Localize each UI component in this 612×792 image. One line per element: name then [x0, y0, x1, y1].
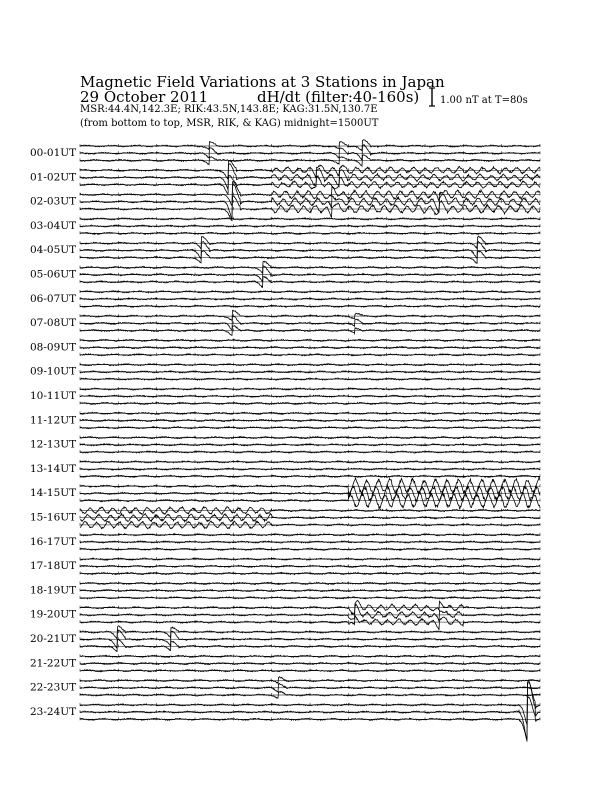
trace-MSR [80, 310, 540, 321]
row-label: 09-10UT [30, 365, 77, 378]
row-label: 04-05UT [30, 244, 77, 257]
trace-KAG [80, 616, 540, 630]
station-order-note: (from bottom to top, MSR, RIK, & KAG) midnight=1500UT [80, 118, 379, 129]
row-09-10UT [30, 363, 540, 380]
row-05-06UT [30, 261, 540, 287]
row-18-19UT [30, 581, 540, 598]
row-label: 08-09UT [30, 341, 77, 354]
row-07-08UT [30, 310, 540, 335]
row-label: 22-23UT [30, 681, 77, 694]
trace-RIK [80, 316, 540, 330]
row-16-17UT [30, 533, 540, 550]
row-label: 23-24UT [30, 705, 77, 718]
row-20-21UT [30, 626, 540, 652]
row-label: 19-20UT [30, 608, 77, 621]
chart-quantity: dH/dt (filter:40-160s) [257, 88, 420, 106]
chart-date: 29 October 2011 [80, 88, 209, 106]
trace-KAG [80, 691, 540, 698]
row-label: 11-12UT [30, 414, 77, 427]
scale-bar-label: 1.00 nT at T=80s [440, 95, 528, 106]
row-21-22UT [30, 654, 540, 671]
chart-title: Magnetic Field Variations at 3 Stations in Japan [80, 73, 445, 91]
row-label: 02-03UT [30, 195, 77, 208]
row-03-04UT [30, 217, 540, 234]
row-label: 17-18UT [30, 560, 77, 573]
row-label: 03-04UT [30, 219, 77, 232]
row-11-12UT [30, 411, 540, 428]
row-label: 01-02UT [30, 171, 77, 184]
trace-KAG [80, 277, 540, 288]
row-12-13UT [30, 436, 540, 453]
row-label: 07-08UT [30, 317, 77, 330]
row-10-11UT [30, 387, 540, 404]
row-label: 06-07UT [30, 292, 77, 305]
row-label: 10-11UT [30, 390, 77, 402]
station-coordinates: MSR:44.4N,142.3E; RIK:43.5N,143.8E; KAG:31.5N,130.7E [80, 104, 378, 115]
row-04-05UT [30, 236, 540, 263]
row-00-01UT [30, 140, 540, 166]
trace-MSR [80, 626, 540, 639]
row-label: 16-17UT [30, 535, 77, 548]
row-01-02UT [30, 161, 540, 195]
row-06-07UT [30, 290, 540, 307]
trace-MSR [80, 600, 540, 614]
row-15-16UT [30, 507, 540, 529]
row-label: 15-16UT [30, 511, 77, 524]
row-22-23UT [30, 677, 540, 699]
row-label: 18-19UT [30, 584, 77, 597]
row-23-24UT [30, 681, 540, 742]
row-label: 20-21UT [30, 633, 77, 645]
row-17-18UT [30, 557, 540, 574]
row-08-09UT [30, 338, 540, 355]
row-19-20UT [30, 600, 540, 629]
row-02-03UT [30, 181, 540, 220]
row-13-14UT [30, 460, 540, 477]
row-label: 13-14UT [30, 462, 77, 475]
row-label: 05-06UT [30, 268, 77, 281]
scale-bar [429, 88, 435, 106]
trace-KAG [80, 251, 540, 263]
row-14-15UT [30, 477, 540, 508]
row-label: 12-13UT [30, 438, 77, 451]
row-label: 21-22UT [30, 657, 77, 670]
row-label: 14-15UT [30, 487, 77, 500]
row-label: 00-01UT [30, 147, 77, 159]
magnetogram-rows [30, 140, 540, 742]
